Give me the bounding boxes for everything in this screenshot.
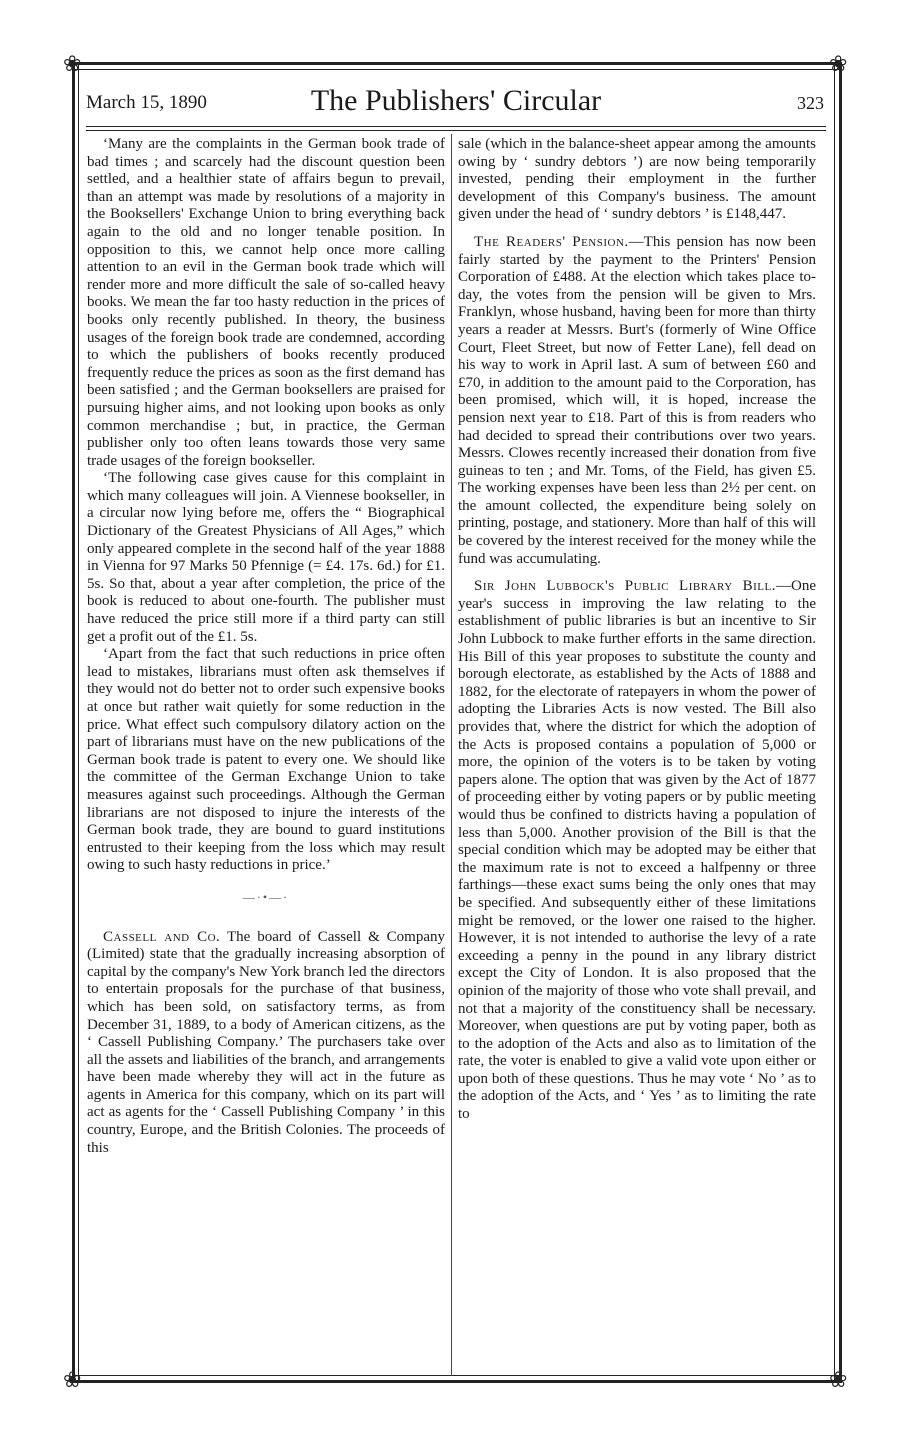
frame-left-rule-thin (78, 62, 79, 1383)
article-paragraph (87, 929, 445, 1158)
corner-ornament-icon: ❀ (829, 1368, 848, 1393)
paragraph-body: —One year's success in improving the law relating to the establishment of public libraries is but an incentive to Sir John Lubbock to make further efforts in the same direction. His Bill of this year proposes to substitute the county and borough electorate, as established by the Acts of 1888 and 1882, for the electorate of ratepayers in whom the power of adopting the Libraries Acts is now vested. The Bill also provides that, where the district for which the adoption of the Acts is proposed contains a population of 5,000 or more, the opinion of the voters is to be taken by voting papers alone. The option that was given by the Act of 1877 of proceeding either by voting papers or by public meeting would thus be confined to districts having a population of less than 5,000. Another provision of the Bill is that the special condition which may be adopted may be either that the maximum rate is not to exceed a halfpenny or three farthings—these exact sums being the only ones that may be specified. And subsequently either of these limitations might be removed, or the lower one raised to the higher. However, it is not intended to authorise the levy of a rate exceeding a penny in the pound in any library district except the City of London. It is also proposed that the opinion of the majority of those who vote shall prevail, and not that a majority of the constituency shall be necessary. Moreover, when questions are put by voting paper, both as to the adoption of the Acts and also as to limitation of the rate, the voter is enabled to give a valid vote upon either or upon both of these questions. Thus he may vote ‘ No ’ as to the adoption of the Acts, and ‘ Yes ’ as to limiting the rate to (458, 578, 816, 1123)
page-number: 323 (797, 93, 824, 113)
corner-ornament-icon: ❀ (63, 52, 82, 77)
article-paragraph (458, 578, 816, 1123)
frame-right-rule-thin (834, 62, 835, 1383)
corner-ornament-icon: ❀ (829, 52, 848, 77)
frame-bottom-rule (72, 1380, 842, 1383)
article-paragraph: sale (which in the balance-sheet appear among the amounts owing by ‘ sundry debtors ’) are now being temporarily invested, pending their employment in the further development of this Company's business. The amount given under the head of ‘ sundry debtors ’ is £148,447. (458, 136, 816, 223)
frame-top-rule (72, 62, 842, 65)
page-header (86, 84, 826, 124)
column-divider (451, 134, 452, 1376)
frame-left-rule (72, 62, 75, 1383)
section-heading: Cassell and Co. (103, 928, 221, 945)
frame-top-rule-thin (72, 69, 842, 70)
article-paragraph: ‘Many are the complaints in the German book trade of bad times ; and scarcely had the discount question been settled, and a healthier state of affairs begun to prevail, than an attempt was made by resolutions of a majority in the Booksellers' Exchange Union to bring everything back again to the old and no longer tenable position. In opposition to this, we cannot help once more calling attention to an evil in the German book trade which will render more and more difficult the sale of so-called heavy books. We mean the far too hasty reduction in the prices of books only recently published. In theory, the business usages of the foreign book trade are condemned, according to which the publishers of books recently produced frequently reduce the prices as soon as the first demand has been satisfied ; and the German booksellers are praised for pursuing higher aims, and not looking upon books as only common merchandise ; but, in practice, the German publisher only too often leans towards those very same trade usages of the foreign bookseller. (87, 136, 445, 469)
frame-right-rule (839, 62, 842, 1383)
article-paragraph: ‘The following case gives cause for this complaint in which many colleagues will join. A Viennese bookseller, in a circular now lying before me, offers the “ Biographical Dictionary of the Greatest Physicians of All Ages,” which only appeared complete in the second half of the year 1888 in Vienna for 97 Marks 50 Pfennige (= £4. 17s. 6d.) for £1. 5s. So that, about a year after completion, the price of the book is reduced to about one-fourth. The publisher must have reduced the price still more if a third party can still get a profit out of the £1. 5s. (87, 470, 445, 645)
corner-ornament-icon: ❀ (63, 1368, 82, 1393)
paragraph-body: The board of Cassell & Company (Limited) state that the gradually increasing absorption of capital by the company's New York branch led the directors to entertain proposals for the purchase of that business, which has been sold, on satisfactory terms, as from December 31, 1889, to a body of American citizens, as the ‘ Cassell Publishing Company.’ The purchasers take over all the assets and liabilities of the branch, and arrangements have been made whereby they will act in the future as agents in America for this company, which on its part will act as agents for the ‘ Cassell Publishing Company ’ in this country, Europe, and the British Colonies. The proceeds of this (87, 928, 445, 1156)
left-column (87, 136, 445, 1372)
header-rule-2 (86, 130, 826, 131)
header-rule (86, 126, 826, 127)
section-heading: The Readers' Pension. (474, 233, 629, 250)
publication-title: The Publishers' Circular (310, 84, 602, 117)
right-column (458, 136, 816, 1372)
article-paragraph: ‘Apart from the fact that such reductions in price often lead to mistakes, librarians must often ask themselves if they would not do better not to order such expensive books at once but rather wait quietly for some reduction in the price. What effect such compulsory dilatory action on the part of librarians must have on the new publications of the German book trade is patent to every one. We should like the committee of the German Exchange Union to take measures against such proceedings. Although the German librarians are not disposed to injure the interests of the German book trade, they are bound to guard institutions entrusted to their keeping from the loss which may result owing to such hasty reductions in price.’ (87, 646, 445, 874)
section-heading: Sir John Lubbock's Public Library Bill. (474, 578, 776, 595)
article-paragraph (458, 234, 816, 568)
section-separator: —·•—· (242, 889, 290, 904)
paragraph-body: —This pension has now been fairly started by the payment to the Printers' Pension Corporation of £488. At the election which takes place to-day, the votes from the pension will be given to Mrs. Franklyn, whose husband, having been for more than thirty years a reader at Messrs. Burt's (formerly of Wine Office Court, Fleet Street, but now of Fetter Lane), fell dead on his way to work in April last. A sum of between £60 and £70, in addition to the amount paid to the Corporation, has been promised, which will, it is hoped, increase the pension next year to £18. Part of this is from readers who had decided to spread their contributions over two years. Messrs. Clowes recently increased their donation from five guineas to ten ; and Mr. Toms, of the Field, has given £5. The working expenses have been less than 2½ per cent. on the amount collected, the expenditure being solely on printing, postage, and stationery. More than half of this will be covered by the interest received for the money while the fund was accumulating. (458, 233, 816, 567)
issue-date: March 15, 1890 (86, 92, 207, 113)
frame-bottom-rule-thin (72, 1375, 842, 1376)
